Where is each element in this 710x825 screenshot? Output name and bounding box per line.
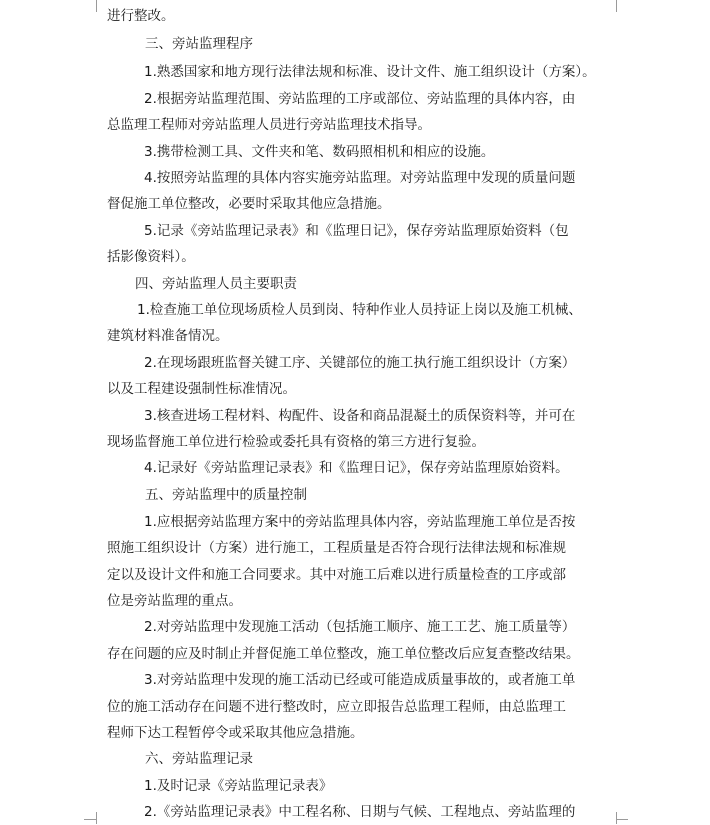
crop-mark-bottom-left-h — [84, 819, 96, 820]
section-heading-6: 六、旁站监理记录 — [145, 751, 253, 767]
paragraph-line: 位是旁站监理的重点。 — [107, 593, 242, 609]
paragraph-line: 督促施工单位整改，必要时采取其他应急措施。 — [107, 196, 391, 212]
section-heading-5: 五、旁站监理中的质量控制 — [145, 487, 307, 503]
paragraph-line: 照施工组织设计（方案）进行施工，工程质量是否符合现行法律法规和标准规 — [107, 540, 566, 556]
paragraph-line: 1.熟悉国家和地方现行法律法规和标准、设计文件、施工组织设计（方案）。 — [144, 64, 596, 80]
paragraph-line: 建筑材料准备情况。 — [107, 328, 229, 344]
paragraph-line: 5.记录《旁站监理记录表》和《监理日记》，保存旁站监理原始资料（包 — [144, 223, 569, 239]
paragraph-line: 1.检查施工单位现场质检人员到岗、特种作业人员持证上岗以及施工机械、 — [137, 302, 582, 318]
paragraph-line: 2.对旁站监理中发现施工活动（包括施工顺序、施工工艺、施工质量等） — [144, 619, 576, 635]
crop-mark-bottom-right — [616, 812, 629, 824]
paragraph-line: 位的施工活动存在问题不进行整改时，应立即报告总监理工程师，由总监理工 — [107, 699, 566, 715]
paragraph-line: 程师下达工程暂停令或采取其他应急措施。 — [107, 725, 364, 741]
paragraph-line: 3.核查进场工程材料、构配件、设备和商品混凝土的质保资料等，并可在 — [144, 408, 576, 424]
paragraph-line: 1.及时记录《旁站监理记录表》 — [144, 778, 333, 794]
paragraph-line: 现场监督施工单位进行检验或委托具有资格的第三方进行复验。 — [107, 434, 485, 450]
paragraph-line: 2.在现场跟班监督关键工序、关键部位的施工执行施工组织设计（方案） — [144, 355, 576, 371]
section-heading-3: 三、旁站监理程序 — [145, 36, 253, 52]
paragraph-line: 4.记录好《旁站监理记录表》和《监理日记》，保存旁站监理原始资料。 — [144, 460, 569, 476]
paragraph-line: 总监理工程师对旁站监理人员进行旁站监理技术指导。 — [107, 117, 431, 133]
paragraph-line: 定以及设计文件和施工合同要求。其中对施工后难以进行质量检查的工序或部 — [107, 567, 566, 583]
paragraph-line: 括影像资料）。 — [107, 249, 195, 265]
section-heading-4: 四、旁站监理人员主要职责 — [135, 276, 297, 292]
paragraph-line: 2.根据旁站监理范围、旁站监理的工序或部位、旁站监理的具体内容，由 — [144, 91, 576, 107]
paragraph-line: 3.携带检测工具、文件夹和笔、数码照相机和相应的设施。 — [144, 144, 495, 160]
crop-mark-bottom-left — [84, 812, 97, 824]
crop-mark-top-left — [84, 0, 97, 12]
paragraph-line: 3.对旁站监理中发现的施工活动已经或可能造成质量事故的，或者施工单 — [144, 672, 576, 688]
paragraph-line: 1.应根据旁站监理方案中的旁站监理具体内容，旁站监理施工单位是否按 — [144, 514, 576, 530]
paragraph-continuation: 进行整改。 — [107, 8, 175, 24]
paragraph-line: 以及工程建设强制性标准情况。 — [107, 381, 296, 397]
crop-mark-top-right — [616, 0, 629, 12]
paragraph-line: 2.《旁站监理记录表》中工程名称、日期与气候、工程地点、旁站监理的 — [144, 804, 576, 820]
paragraph-line: 存在问题的应及时制止并督促施工单位整改，施工单位整改后应复查整改结果。 — [107, 646, 580, 662]
paragraph-line: 4.按照旁站监理的具体内容实施旁站监理。对旁站监理中发现的质量问题 — [144, 170, 576, 186]
crop-mark-bottom-right-h — [616, 819, 628, 820]
